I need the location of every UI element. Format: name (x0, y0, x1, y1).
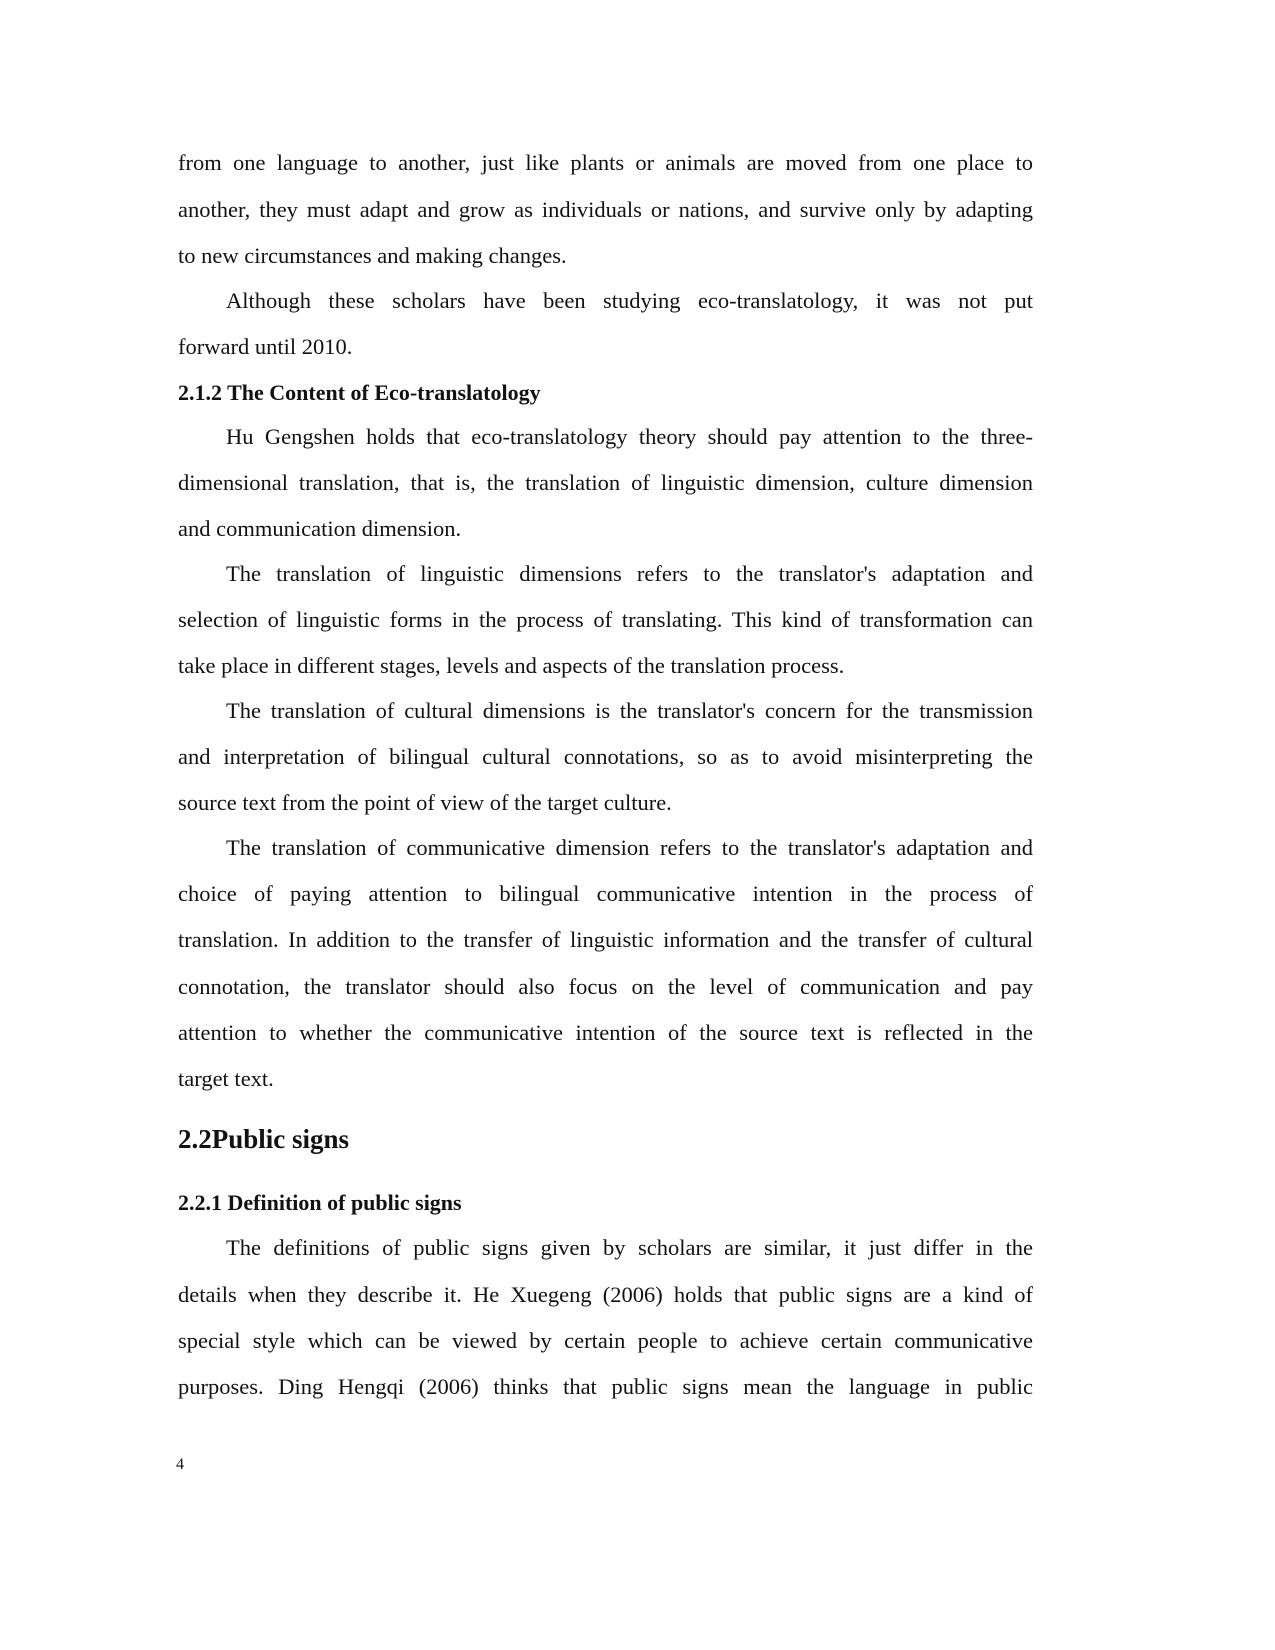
subsection-heading: 2.2.1 Definition of public signs (178, 1190, 462, 1215)
paragraph-line: dimensional translation, that is, the translation of linguistic dimension, culture dimension (178, 470, 1033, 495)
section-heading: 2.2Public signs (178, 1124, 350, 1154)
paragraph-line: Hu Gengshen holds that eco-translatology theory should pay attention to the three- (226, 424, 1033, 449)
paragraph-line: selection of linguistic forms in the process of translating. This kind of transformation can (178, 607, 1033, 632)
paragraph-line: purposes. Ding Hengqi (2006) thinks that public signs mean the language in public (178, 1374, 1033, 1399)
paragraph-line: Although these scholars have been studying eco-translatology, it was not put (226, 288, 1033, 313)
paragraph-line: and communication dimension. (178, 516, 462, 541)
paragraph-line: take place in different stages, levels and aspects of the translation process. (178, 653, 845, 678)
paragraph-line: target text. (178, 1066, 274, 1091)
paragraph-line: translation. In addition to the transfer of linguistic information and the transfer of cultural (178, 927, 1033, 952)
paragraph-line: special style which can be viewed by certain people to achieve certain communicative (178, 1328, 1033, 1353)
paragraph-line: details when they describe it. He Xuegeng (2006) holds that public signs are a kind of (178, 1282, 1033, 1307)
paragraph-line: The translation of cultural dimensions is the translator's concern for the transmission (226, 698, 1033, 723)
paragraph-line: source text from the point of view of the target culture. (178, 790, 672, 815)
paragraph-line: another, they must adapt and grow as individuals or nations, and survive only by adapting (178, 197, 1033, 222)
paragraph-line: The translation of communicative dimension refers to the translator's adaptation and (226, 835, 1033, 860)
paragraph-line: The translation of linguistic dimensions refers to the translator's adaptation and (226, 561, 1033, 586)
paragraph-line: and interpretation of bilingual cultural connotations, so as to avoid misinterpreting the (178, 744, 1033, 769)
paragraph-line: choice of paying attention to bilingual communicative intention in the process of (178, 881, 1033, 906)
subsection-heading: 2.1.2 The Content of Eco-translatology (178, 380, 541, 405)
paragraph-line: attention to whether the communicative intention of the source text is reflected in the (178, 1020, 1033, 1045)
page-number: 4 (176, 1456, 184, 1473)
paragraph-line: from one language to another, just like plants or animals are moved from one place to (178, 150, 1033, 175)
paragraph-line: connotation, the translator should also focus on the level of communication and pay (178, 974, 1033, 999)
paragraph-line: The definitions of public signs given by scholars are similar, it just differ in the (226, 1235, 1033, 1260)
paragraph-line: forward until 2010. (178, 334, 353, 359)
paragraph-line: to new circumstances and making changes. (178, 243, 567, 268)
